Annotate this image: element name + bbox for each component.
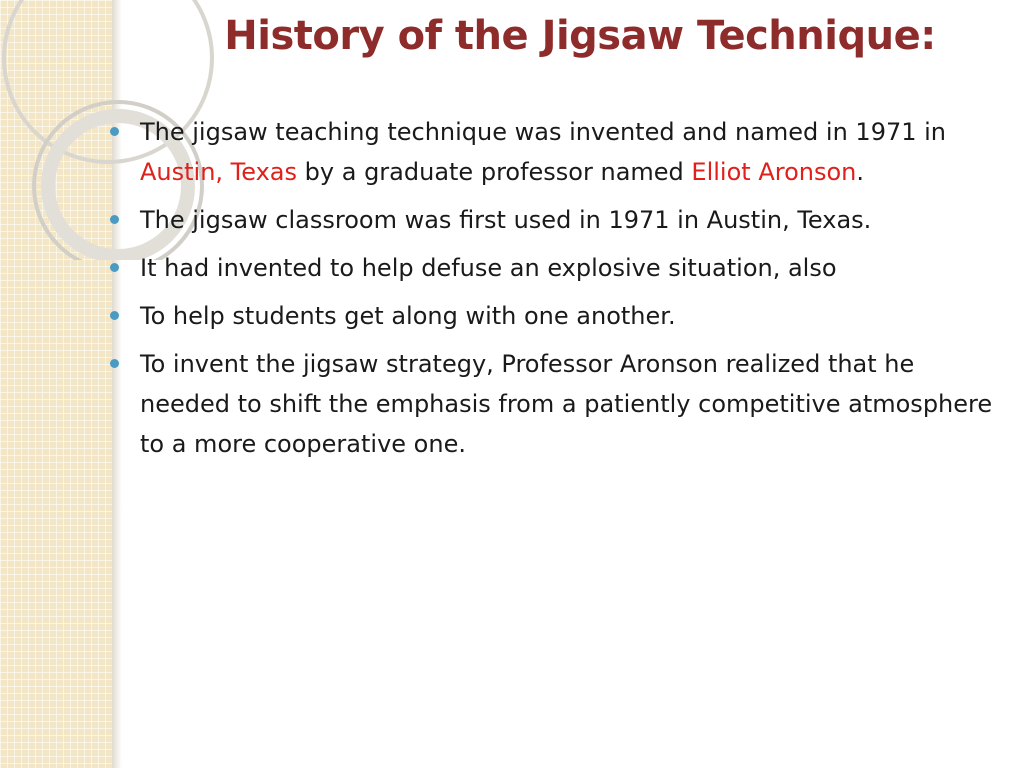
- circle-bullet-icon: [110, 127, 119, 136]
- bullet-item: [104, 200, 1004, 240]
- bullet-text: It had invented to help defuse an explosive situation, also: [140, 254, 837, 282]
- bullet-text: by a graduate professor named: [297, 158, 692, 186]
- circle-bullet-icon: [110, 311, 119, 320]
- circle-bullet-icon: [110, 359, 119, 368]
- highlight-person: Elliot Aronson: [691, 158, 857, 186]
- slide-title: History of the Jigsaw Technique:: [224, 13, 936, 59]
- bullet-text: To invent the jigsaw strategy, Professor Aronson realized that he needed to shift the emphasis from a patiently competitive atmosphere to a more cooperative one.: [140, 350, 993, 458]
- bullet-text: The jigsaw classroom was first used in 1971 in Austin, Texas.: [140, 206, 872, 234]
- bullet-text: The jigsaw teaching technique was invented and named in 1971 in: [140, 118, 947, 146]
- bullet-item: [104, 296, 1004, 336]
- circle-bullet-icon: [110, 215, 119, 224]
- bullet-list: [104, 112, 1004, 472]
- bullet-text: .: [856, 158, 865, 186]
- bullet-item: [104, 344, 1004, 464]
- circle-bullet-icon: [110, 263, 119, 272]
- highlight-place: Austin, Texas: [140, 158, 298, 186]
- bullet-text: To help students get along with one another.: [140, 302, 676, 330]
- bullet-item: [104, 248, 1004, 288]
- bullet-item: [104, 112, 1004, 192]
